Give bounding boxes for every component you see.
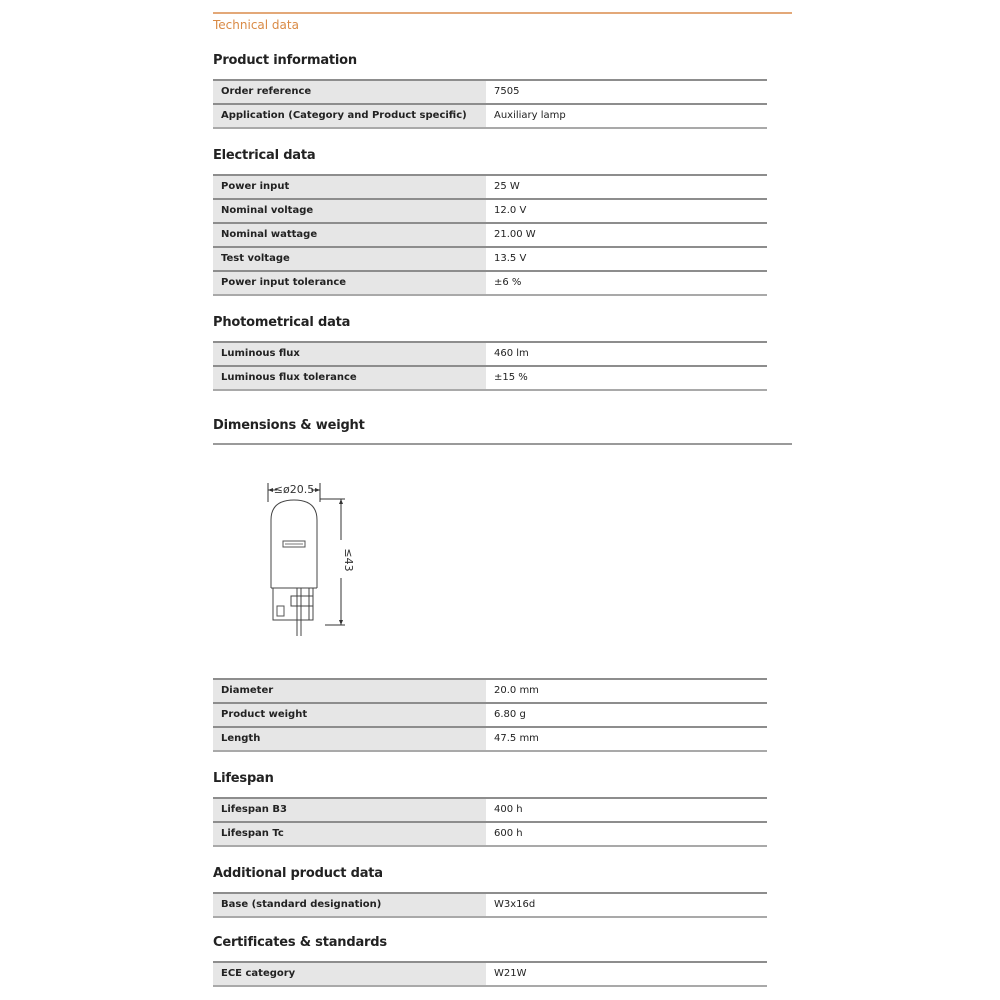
electrical-data-table — [213, 174, 767, 296]
table-row — [213, 678, 767, 702]
additional-product-data-table — [213, 892, 767, 918]
dimensions-weight-table — [213, 678, 767, 752]
top-divider — [213, 12, 792, 14]
row-value: 600 h — [486, 823, 767, 845]
row-value: 6.80 g — [486, 704, 767, 726]
row-label: Length — [213, 728, 486, 750]
bulb-drawing-icon — [263, 478, 363, 638]
row-value: Auxiliary lamp — [486, 105, 767, 127]
row-label: Diameter — [213, 680, 486, 702]
table-row — [213, 103, 767, 129]
row-value: W21W — [486, 963, 767, 985]
row-value: W3x16d — [486, 894, 767, 916]
table-row — [213, 821, 767, 847]
row-label: Power input tolerance — [213, 272, 486, 294]
table-row — [213, 198, 767, 222]
row-label: Luminous flux — [213, 343, 486, 365]
bulb-dimension-diagram — [263, 478, 363, 638]
table-row — [213, 702, 767, 726]
row-value: 460 lm — [486, 343, 767, 365]
row-value: 13.5 V — [486, 248, 767, 270]
row-value: 20.0 mm — [486, 680, 767, 702]
certificates-standards-table — [213, 961, 767, 987]
table-row — [213, 174, 767, 198]
row-label: Nominal wattage — [213, 224, 486, 246]
row-label: Order reference — [213, 81, 486, 103]
row-value: ±6 % — [486, 272, 767, 294]
table-row — [213, 246, 767, 270]
row-label: Base (standard designation) — [213, 894, 486, 916]
section-divider — [213, 443, 792, 445]
lifespan-table — [213, 797, 767, 847]
table-row — [213, 797, 767, 821]
row-label: Test voltage — [213, 248, 486, 270]
row-label: Product weight — [213, 704, 486, 726]
table-row — [213, 726, 767, 752]
section-heading-product-information: Product information — [213, 53, 357, 68]
row-label: Application (Category and Product specific) — [213, 105, 486, 127]
row-value: 400 h — [486, 799, 767, 821]
table-row — [213, 341, 767, 365]
row-value: ±15 % — [486, 367, 767, 389]
row-value: 21.00 W — [486, 224, 767, 246]
row-value: 25 W — [486, 176, 767, 198]
section-heading-electrical-data: Electrical data — [213, 148, 316, 163]
table-row — [213, 961, 767, 987]
svg-text:≤43: ≤43 — [342, 548, 355, 572]
row-value: 7505 — [486, 81, 767, 103]
section-heading-dimensions-weight: Dimensions & weight — [213, 418, 365, 433]
table-row — [213, 270, 767, 296]
row-label: Lifespan B3 — [213, 799, 486, 821]
product-information-table — [213, 79, 767, 129]
svg-text:≤ø20.5: ≤ø20.5 — [273, 483, 315, 496]
section-heading-lifespan: Lifespan — [213, 771, 274, 786]
row-label: Power input — [213, 176, 486, 198]
row-label: Nominal voltage — [213, 200, 486, 222]
page-title: Technical data — [213, 18, 299, 32]
row-value: 47.5 mm — [486, 728, 767, 750]
section-heading-photometrical-data: Photometrical data — [213, 315, 351, 330]
section-heading-certificates-standards: Certificates & standards — [213, 935, 387, 950]
row-label: Lifespan Tc — [213, 823, 486, 845]
photometrical-data-table — [213, 341, 767, 391]
table-row — [213, 892, 767, 918]
row-label: Luminous flux tolerance — [213, 367, 486, 389]
table-row — [213, 79, 767, 103]
table-row — [213, 222, 767, 246]
section-heading-additional-product-data: Additional product data — [213, 866, 383, 881]
row-value: 12.0 V — [486, 200, 767, 222]
row-label: ECE category — [213, 963, 486, 985]
table-row — [213, 365, 767, 391]
